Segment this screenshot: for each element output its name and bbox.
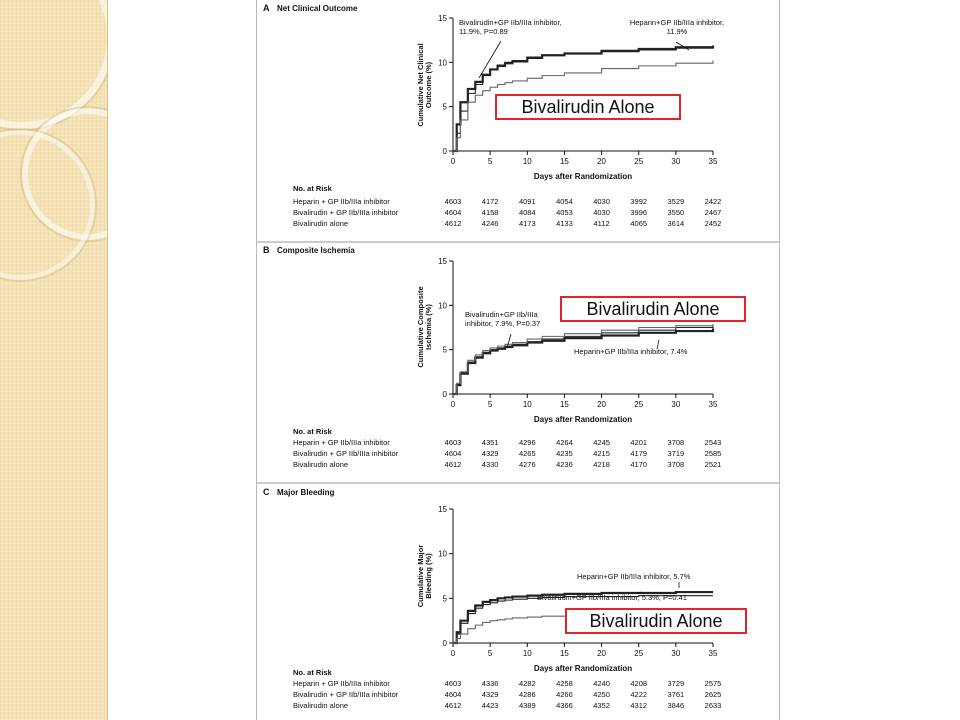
y-tick-label-b: 0	[442, 390, 447, 399]
annotation-leader-a	[676, 42, 689, 50]
risk-row-label-b: Bivalirudin alone	[293, 460, 349, 469]
risk-value-b: 4351	[481, 438, 499, 447]
risk-value-a: 2422	[704, 197, 722, 206]
y-axis-label-a	[416, 43, 433, 126]
risk-value-a: 4065	[630, 219, 648, 228]
x-tick-label-a: 5	[487, 157, 493, 166]
risk-value-b: 4265	[518, 449, 536, 458]
x-tick-label-b: 0	[450, 400, 456, 409]
y-tick-label-c: 0	[442, 639, 447, 648]
x-tick-label-a: 10	[522, 157, 532, 166]
risk-value-c: 4352	[593, 701, 610, 710]
risk-value-b: 4264	[556, 438, 573, 447]
risk-value-c: 2625	[704, 690, 722, 699]
y-tick-label-c: 10	[438, 549, 447, 559]
y-tick-label-b: 5	[442, 345, 447, 355]
y-tick-label-a: 0	[442, 147, 447, 156]
panel-title-b: Composite Ischemia	[277, 246, 355, 255]
panel-letter-c: C	[263, 487, 270, 497]
y-axis-label-line: Cumulative Net Clinical	[415, 43, 425, 127]
risk-row-label-b: Bivalirudin + GP IIb/IIIa inhibitor	[293, 449, 399, 458]
y-tick-label-a: 5	[442, 102, 447, 112]
risk-value-a: 4603	[444, 197, 462, 206]
x-axis-label-b: Days after Randomization	[533, 415, 633, 424]
x-tick-label-b: 10	[522, 400, 532, 409]
risk-value-b: 4245	[593, 438, 610, 447]
curve-heparin-b	[453, 328, 713, 394]
x-tick-label-c: 15	[559, 649, 569, 658]
x-tick-label-a: 35	[708, 157, 718, 166]
callout-bivalirudin-alone-b: Bivalirudin Alone	[560, 296, 746, 322]
risk-value-b: 2543	[704, 438, 722, 447]
x-tick-label-b: 5	[487, 400, 493, 409]
x-tick-label-c: 0	[450, 649, 456, 658]
annotation-b-1: Heparin+GP IIb/IIIa inhibitor, 7.4%	[574, 347, 688, 356]
x-tick-label-b: 35	[708, 400, 718, 409]
x-tick-label-b: 25	[634, 400, 644, 409]
annotation-a-0: 11.9%, P=0.89	[459, 27, 508, 36]
risk-value-b: 3708	[667, 460, 685, 469]
risk-value-a: 3550	[667, 208, 685, 217]
risk-value-a: 4612	[444, 219, 462, 228]
panel-letter-b: B	[263, 245, 270, 255]
risk-value-a: 4604	[444, 208, 462, 217]
risk-value-c: 4208	[630, 679, 648, 688]
annotation-a-0: Bivalirudin+GP IIb/IIIa inhibitor,	[459, 18, 562, 27]
annotation-c-0: Heparin+GP IIb/IIIa inhibitor, 5.7%	[577, 572, 691, 581]
risk-row-label-c: Bivalirudin alone	[293, 701, 349, 710]
risk-value-a: 4091	[518, 197, 536, 206]
annotation-a-1: 11.9%	[666, 27, 688, 36]
y-tick-label-b: 15	[438, 257, 447, 266]
risk-value-b: 4170	[630, 460, 648, 469]
risk-value-c: 4329	[481, 690, 499, 699]
curve-biv_gp-b	[453, 324, 713, 394]
x-tick-label-a: 30	[671, 157, 681, 166]
risk-value-a: 4112	[593, 219, 610, 228]
risk-value-b: 4179	[630, 449, 648, 458]
risk-value-a: 2452	[704, 219, 722, 228]
risk-value-c: 4336	[481, 679, 499, 688]
risk-value-a: 4030	[593, 197, 610, 206]
risk-value-b: 3708	[667, 438, 685, 447]
x-axis-label-a: Days after Randomization	[533, 172, 633, 181]
risk-value-c: 2633	[704, 701, 722, 710]
callout-bivalirudin-alone-a: Bivalirudin Alone	[495, 94, 681, 120]
y-axis-label-c	[416, 545, 433, 608]
x-tick-label-a: 15	[559, 157, 569, 166]
risk-value-a: 4084	[518, 208, 536, 217]
x-tick-label-b: 20	[597, 400, 607, 409]
risk-value-a: 4030	[593, 208, 610, 217]
risk-value-b: 2585	[704, 449, 722, 458]
risk-value-c: 4312	[630, 701, 648, 710]
panel-title-a: Net Clinical Outcome	[277, 4, 358, 13]
risk-value-c: 2575	[704, 679, 722, 688]
risk-value-c: 3729	[667, 679, 685, 688]
risk-row-label-a: Bivalirudin alone	[293, 219, 349, 228]
risk-value-a: 3996	[630, 208, 648, 217]
risk-value-b: 4296	[518, 438, 536, 447]
y-axis-label-line: Outcome (%)	[424, 61, 433, 109]
risk-value-c: 4250	[593, 690, 610, 699]
risk-value-b: 2521	[704, 460, 722, 469]
risk-value-b: 4218	[593, 460, 610, 469]
risk-value-b: 4236	[556, 460, 573, 469]
risk-value-b: 3719	[667, 449, 685, 458]
y-tick-label-c: 5	[442, 594, 447, 604]
risk-value-c: 4258	[556, 679, 573, 688]
risk-value-b: 4329	[481, 449, 499, 458]
x-tick-label-c: 35	[708, 649, 718, 658]
x-tick-label-a: 20	[597, 157, 607, 166]
x-tick-label-c: 30	[671, 649, 681, 658]
annotation-c-1: Bivalirudin+GP IIb/IIIa inhibitor, 5.3%, P=0.41	[537, 593, 687, 602]
y-axis-label-line: Bleeding (%)	[424, 553, 433, 599]
y-tick-label-b: 10	[438, 301, 447, 311]
y-axis-label-line: Cumulative Major	[415, 544, 425, 608]
risk-value-a: 3529	[667, 197, 685, 206]
y-tick-label-a: 10	[438, 58, 447, 68]
risk-value-a: 4246	[481, 219, 499, 228]
y-axis-label-line: Cumulative Composite	[415, 286, 425, 368]
y-axis-label-b	[416, 286, 433, 367]
panel-title-c: Major Bleeding	[277, 488, 335, 497]
annotation-a-1: Heparin+GP IIb/IIIa inhibitor,	[629, 18, 725, 27]
risk-value-b: 4201	[630, 438, 648, 447]
curve-biv_alone-b	[453, 324, 713, 394]
x-tick-label-a: 25	[634, 157, 644, 166]
risk-row-label-a: Heparin + GP IIb/IIIa inhibitor	[293, 197, 390, 206]
risk-value-c: 3761	[667, 690, 685, 699]
x-tick-label-b: 15	[559, 400, 569, 409]
risk-value-b: 4215	[593, 449, 610, 458]
x-tick-label-c: 5	[487, 649, 493, 658]
risk-value-c: 4282	[518, 679, 536, 688]
risk-header-a: No. at Risk	[293, 184, 332, 193]
x-axis-label-c: Days after Randomization	[533, 664, 633, 673]
risk-value-c: 4222	[630, 690, 648, 699]
risk-value-c: 4423	[481, 701, 499, 710]
x-tick-label-c: 25	[634, 649, 644, 658]
risk-value-b: 4604	[444, 449, 462, 458]
risk-value-b: 4276	[518, 460, 536, 469]
x-tick-label-c: 10	[522, 649, 532, 658]
risk-value-c: 4603	[444, 679, 462, 688]
risk-value-a: 3614	[667, 219, 685, 228]
risk-value-a: 2467	[704, 208, 722, 217]
callout-bivalirudin-alone-c: Bivalirudin Alone	[565, 608, 747, 634]
risk-value-c: 3846	[667, 701, 685, 710]
decorative-sidebar	[0, 0, 108, 720]
risk-value-c: 4389	[518, 701, 536, 710]
panel-letter-a: A	[263, 3, 270, 13]
risk-value-a: 3992	[630, 197, 648, 206]
risk-value-b: 4603	[444, 438, 462, 447]
risk-value-a: 4173	[518, 219, 536, 228]
risk-row-label-a: Bivalirudin + GP IIb/IIIa inhibitor	[293, 208, 399, 217]
risk-value-c: 4240	[593, 679, 610, 688]
risk-value-a: 4158	[481, 208, 499, 217]
y-tick-label-a: 15	[438, 14, 447, 23]
risk-value-a: 4133	[556, 219, 573, 228]
risk-value-a: 4053	[556, 208, 573, 217]
x-tick-label-c: 20	[597, 649, 607, 658]
risk-value-c: 4286	[518, 690, 536, 699]
risk-header-b: No. at Risk	[293, 427, 332, 436]
risk-row-label-c: Heparin + GP IIb/IIIa inhibitor	[293, 679, 390, 688]
annotation-b-0: Bivalirudin+GP IIb/IIIa	[465, 310, 538, 319]
risk-header-c: No. at Risk	[293, 668, 332, 677]
x-tick-label-b: 30	[671, 400, 681, 409]
x-tick-label-a: 0	[450, 157, 456, 166]
y-axis-label-line: Ischemia (%)	[424, 304, 433, 350]
y-tick-label-c: 15	[438, 505, 447, 514]
risk-row-label-c: Bivalirudin + GP IIb/IIIa inhibitor	[293, 690, 399, 699]
risk-value-c: 4612	[444, 701, 462, 710]
risk-value-b: 4612	[444, 460, 462, 469]
risk-value-a: 4172	[481, 197, 499, 206]
risk-value-b: 4235	[556, 449, 573, 458]
risk-value-a: 4054	[556, 197, 573, 206]
risk-value-c: 4366	[556, 701, 573, 710]
risk-value-b: 4330	[481, 460, 499, 469]
risk-value-c: 4266	[556, 690, 573, 699]
annotation-b-0: inhibitor, 7.9%, P=0.37	[465, 319, 541, 328]
risk-row-label-b: Heparin + GP IIb/IIIa inhibitor	[293, 438, 390, 447]
risk-value-c: 4604	[444, 690, 462, 699]
